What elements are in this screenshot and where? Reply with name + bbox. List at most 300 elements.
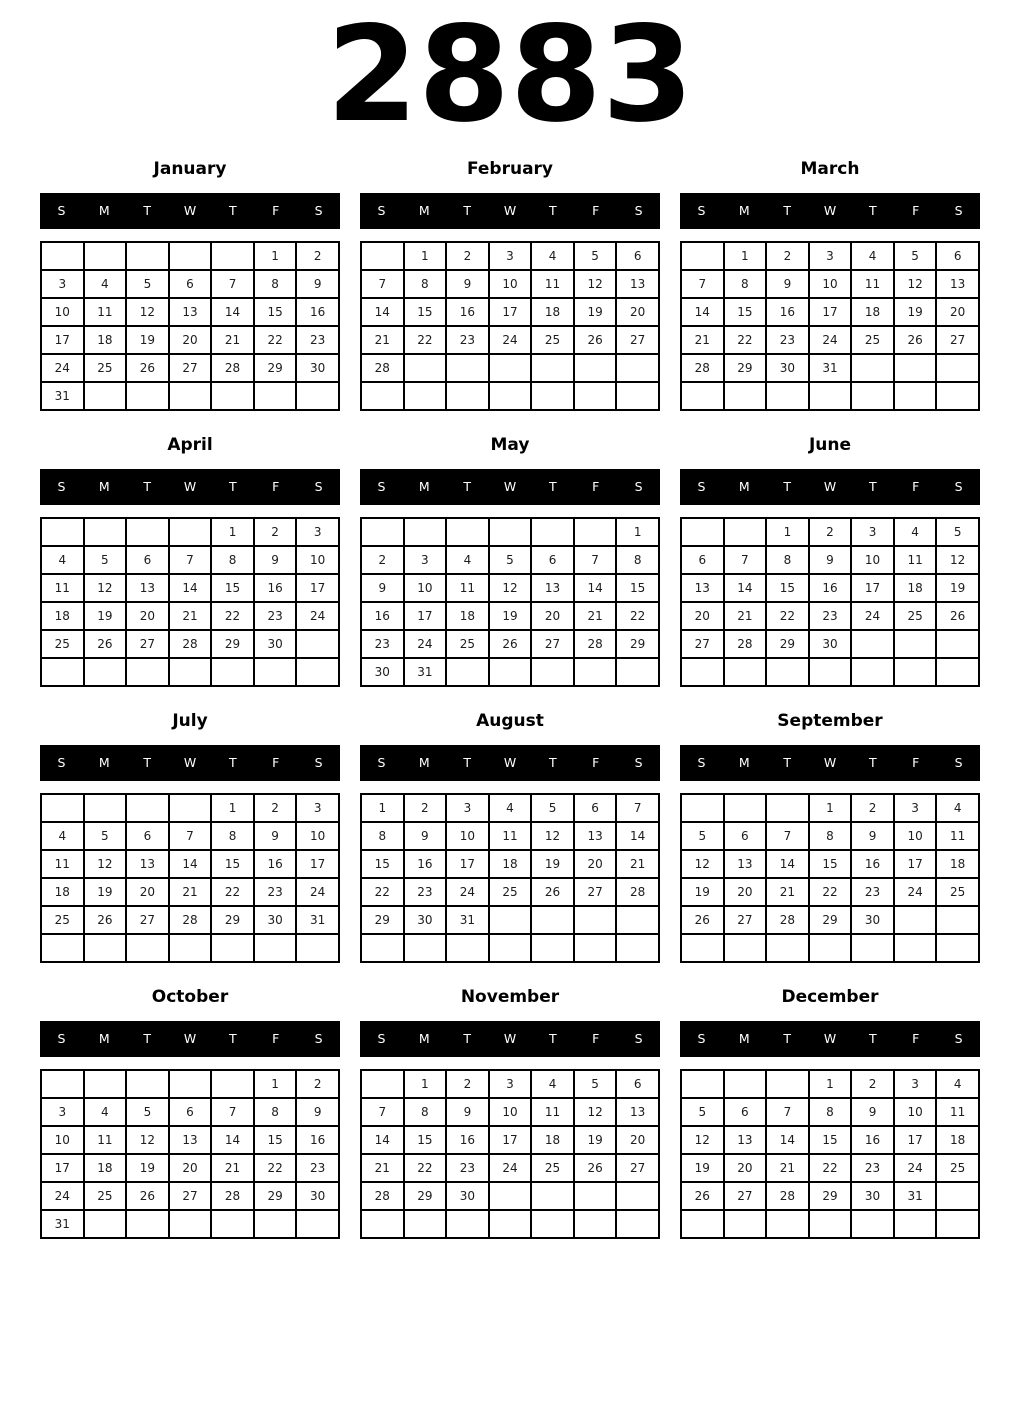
weekday-label: M bbox=[418, 203, 430, 219]
empty-day-cell bbox=[254, 382, 297, 410]
day-cell: 25 bbox=[936, 878, 979, 906]
day-cell: 21 bbox=[211, 326, 254, 354]
day-cell: 31 bbox=[296, 906, 339, 934]
empty-day-cell bbox=[574, 906, 617, 934]
weekday-label: M bbox=[738, 755, 750, 771]
empty-day-cell bbox=[361, 934, 404, 962]
weekday-label: W bbox=[503, 203, 517, 219]
week-row bbox=[361, 242, 659, 270]
day-cell: 2 bbox=[296, 242, 339, 270]
month bbox=[680, 435, 980, 687]
day-cell: 15 bbox=[809, 1126, 852, 1154]
day-cell: 1 bbox=[766, 518, 809, 546]
weekday-label: T bbox=[463, 479, 471, 495]
empty-day-cell bbox=[126, 242, 169, 270]
day-cell: 29 bbox=[254, 354, 297, 382]
day-cell: 21 bbox=[616, 850, 659, 878]
day-cell: 19 bbox=[126, 1154, 169, 1182]
day-cell: 7 bbox=[681, 270, 724, 298]
day-cell: 26 bbox=[574, 1154, 617, 1182]
day-cell: 1 bbox=[211, 794, 254, 822]
day-cell: 4 bbox=[41, 822, 84, 850]
day-cell: 28 bbox=[766, 1182, 809, 1210]
day-cell: 15 bbox=[361, 850, 404, 878]
week-row bbox=[361, 270, 659, 298]
year-title: 2883 bbox=[326, 0, 694, 152]
day-cell: 12 bbox=[574, 1098, 617, 1126]
day-cell: 2 bbox=[766, 242, 809, 270]
day-cell: 29 bbox=[211, 630, 254, 658]
day-cell: 2 bbox=[254, 794, 297, 822]
weekday-label: S bbox=[697, 755, 706, 771]
weekday-label: F bbox=[272, 755, 280, 771]
day-cell: 1 bbox=[404, 1070, 447, 1098]
day-cell: 23 bbox=[361, 630, 404, 658]
weekday-label: F bbox=[592, 1031, 600, 1047]
day-cell: 23 bbox=[254, 602, 297, 630]
weekday-label: F bbox=[912, 755, 920, 771]
day-cell: 14 bbox=[724, 574, 767, 602]
empty-day-cell bbox=[296, 382, 339, 410]
day-cell: 6 bbox=[126, 822, 169, 850]
week-row bbox=[41, 1098, 339, 1126]
day-cell: 16 bbox=[446, 298, 489, 326]
weekday-label: F bbox=[272, 479, 280, 495]
week-row bbox=[41, 658, 339, 686]
day-cell: 9 bbox=[296, 1098, 339, 1126]
day-cell: 27 bbox=[616, 1154, 659, 1182]
week-row bbox=[681, 630, 979, 658]
weekday-header bbox=[680, 745, 980, 781]
day-cell: 28 bbox=[211, 354, 254, 382]
day-cell: 4 bbox=[446, 546, 489, 574]
week-row bbox=[41, 574, 339, 602]
empty-day-cell bbox=[766, 794, 809, 822]
week-row bbox=[361, 1182, 659, 1210]
day-cell: 4 bbox=[531, 242, 574, 270]
empty-day-cell bbox=[809, 1210, 852, 1238]
empty-day-cell bbox=[489, 1182, 532, 1210]
day-cell: 3 bbox=[296, 518, 339, 546]
day-cell: 11 bbox=[489, 822, 532, 850]
day-cell: 2 bbox=[254, 518, 297, 546]
day-cell: 7 bbox=[169, 822, 212, 850]
day-cell: 8 bbox=[724, 270, 767, 298]
empty-day-cell bbox=[361, 242, 404, 270]
month-title: February bbox=[466, 158, 554, 179]
empty-day-cell bbox=[531, 1182, 574, 1210]
day-cell: 17 bbox=[296, 574, 339, 602]
day-cell: 27 bbox=[936, 326, 979, 354]
empty-day-cell bbox=[531, 906, 574, 934]
day-cell: 7 bbox=[361, 270, 404, 298]
empty-day-cell bbox=[851, 382, 894, 410]
day-cell: 5 bbox=[489, 546, 532, 574]
day-cell: 22 bbox=[254, 326, 297, 354]
empty-day-cell bbox=[724, 518, 767, 546]
day-cell: 3 bbox=[809, 242, 852, 270]
day-cell: 16 bbox=[404, 850, 447, 878]
weekday-label: S bbox=[314, 1031, 323, 1047]
empty-day-cell bbox=[296, 1210, 339, 1238]
day-cell: 17 bbox=[41, 326, 84, 354]
day-cell: 27 bbox=[616, 326, 659, 354]
month-days-table bbox=[40, 1069, 340, 1239]
day-cell: 9 bbox=[766, 270, 809, 298]
empty-day-cell bbox=[404, 934, 447, 962]
weekday-label: S bbox=[634, 1031, 643, 1047]
day-cell: 20 bbox=[169, 1154, 212, 1182]
day-cell: 20 bbox=[616, 1126, 659, 1154]
day-cell: 28 bbox=[169, 630, 212, 658]
month bbox=[40, 711, 340, 963]
day-cell: 24 bbox=[489, 326, 532, 354]
day-cell: 2 bbox=[446, 242, 489, 270]
weekday-label: S bbox=[954, 755, 963, 771]
empty-day-cell bbox=[936, 630, 979, 658]
weekday-label: M bbox=[98, 203, 110, 219]
day-cell: 11 bbox=[41, 850, 84, 878]
day-cell: 3 bbox=[296, 794, 339, 822]
day-cell: 26 bbox=[126, 1182, 169, 1210]
day-cell: 4 bbox=[936, 794, 979, 822]
empty-day-cell bbox=[211, 242, 254, 270]
weekday-label: S bbox=[954, 203, 963, 219]
empty-day-cell bbox=[894, 658, 937, 686]
week-row bbox=[681, 1154, 979, 1182]
empty-day-cell bbox=[724, 934, 767, 962]
empty-day-cell bbox=[681, 1210, 724, 1238]
day-cell: 6 bbox=[531, 546, 574, 574]
day-cell: 18 bbox=[894, 574, 937, 602]
day-cell: 2 bbox=[446, 1070, 489, 1098]
day-cell: 24 bbox=[489, 1154, 532, 1182]
week-row bbox=[681, 546, 979, 574]
day-cell: 6 bbox=[681, 546, 724, 574]
week-row bbox=[41, 1070, 339, 1098]
week-row bbox=[41, 794, 339, 822]
day-cell: 18 bbox=[936, 850, 979, 878]
empty-day-cell bbox=[211, 1210, 254, 1238]
empty-day-cell bbox=[574, 1182, 617, 1210]
day-cell: 3 bbox=[489, 242, 532, 270]
day-cell: 27 bbox=[681, 630, 724, 658]
month-title: June bbox=[808, 434, 852, 455]
weekday-label: W bbox=[503, 755, 517, 771]
weekday-label: W bbox=[823, 1031, 837, 1047]
day-cell: 21 bbox=[681, 326, 724, 354]
empty-day-cell bbox=[126, 658, 169, 686]
empty-day-cell bbox=[894, 382, 937, 410]
empty-day-cell bbox=[41, 242, 84, 270]
month bbox=[40, 159, 340, 411]
week-row bbox=[361, 906, 659, 934]
day-cell: 14 bbox=[681, 298, 724, 326]
empty-day-cell bbox=[169, 382, 212, 410]
weekday-label: W bbox=[503, 479, 517, 495]
day-cell: 20 bbox=[681, 602, 724, 630]
day-cell: 10 bbox=[296, 546, 339, 574]
day-cell: 31 bbox=[41, 382, 84, 410]
weekday-label: T bbox=[463, 755, 471, 771]
day-cell: 2 bbox=[404, 794, 447, 822]
day-cell: 1 bbox=[616, 518, 659, 546]
day-cell: 18 bbox=[41, 878, 84, 906]
empty-day-cell bbox=[169, 1070, 212, 1098]
day-cell: 19 bbox=[574, 1126, 617, 1154]
weekday-label: S bbox=[314, 755, 323, 771]
week-row bbox=[361, 1070, 659, 1098]
day-cell: 19 bbox=[894, 298, 937, 326]
weekday-label: T bbox=[229, 479, 237, 495]
day-cell: 10 bbox=[894, 822, 937, 850]
day-cell: 25 bbox=[894, 602, 937, 630]
day-cell: 4 bbox=[489, 794, 532, 822]
day-cell: 30 bbox=[361, 658, 404, 686]
weekday-label: T bbox=[549, 755, 557, 771]
day-cell: 29 bbox=[616, 630, 659, 658]
empty-day-cell bbox=[616, 906, 659, 934]
day-cell: 30 bbox=[254, 630, 297, 658]
day-cell: 5 bbox=[681, 822, 724, 850]
weekday-header bbox=[680, 1021, 980, 1057]
empty-day-cell bbox=[126, 1070, 169, 1098]
day-cell: 10 bbox=[446, 822, 489, 850]
empty-day-cell bbox=[574, 1210, 617, 1238]
day-cell: 13 bbox=[724, 1126, 767, 1154]
empty-day-cell bbox=[254, 1210, 297, 1238]
empty-day-cell bbox=[489, 1210, 532, 1238]
empty-day-cell bbox=[404, 354, 447, 382]
week-row bbox=[41, 1126, 339, 1154]
day-cell: 3 bbox=[894, 1070, 937, 1098]
day-cell: 23 bbox=[851, 1154, 894, 1182]
weekday-label: M bbox=[98, 1031, 110, 1047]
day-cell: 15 bbox=[616, 574, 659, 602]
weekday-label: S bbox=[57, 755, 66, 771]
week-row bbox=[41, 354, 339, 382]
month-title: October bbox=[151, 986, 229, 1007]
day-cell: 18 bbox=[84, 1154, 127, 1182]
day-cell: 5 bbox=[574, 242, 617, 270]
day-cell: 24 bbox=[404, 630, 447, 658]
day-cell: 10 bbox=[489, 270, 532, 298]
day-cell: 29 bbox=[809, 906, 852, 934]
empty-day-cell bbox=[126, 934, 169, 962]
empty-day-cell bbox=[84, 518, 127, 546]
day-cell: 8 bbox=[254, 270, 297, 298]
empty-day-cell bbox=[616, 1210, 659, 1238]
weekday-label: T bbox=[783, 1031, 791, 1047]
day-cell: 27 bbox=[574, 878, 617, 906]
day-cell: 13 bbox=[169, 298, 212, 326]
day-cell: 17 bbox=[894, 1126, 937, 1154]
day-cell: 31 bbox=[446, 906, 489, 934]
day-cell: 7 bbox=[211, 270, 254, 298]
day-cell: 29 bbox=[724, 354, 767, 382]
empty-day-cell bbox=[681, 1070, 724, 1098]
day-cell: 18 bbox=[84, 326, 127, 354]
day-cell: 28 bbox=[724, 630, 767, 658]
day-cell: 13 bbox=[616, 1098, 659, 1126]
day-cell: 18 bbox=[851, 298, 894, 326]
day-cell: 16 bbox=[851, 1126, 894, 1154]
weekday-label: T bbox=[869, 203, 877, 219]
day-cell: 24 bbox=[41, 1182, 84, 1210]
empty-day-cell bbox=[681, 794, 724, 822]
weekday-label: F bbox=[592, 203, 600, 219]
day-cell: 25 bbox=[446, 630, 489, 658]
empty-day-cell bbox=[851, 658, 894, 686]
day-cell: 29 bbox=[809, 1182, 852, 1210]
empty-day-cell bbox=[254, 658, 297, 686]
week-row bbox=[41, 1154, 339, 1182]
day-cell: 1 bbox=[211, 518, 254, 546]
weekday-header bbox=[360, 193, 660, 229]
day-cell: 11 bbox=[41, 574, 84, 602]
weekday-label: S bbox=[634, 755, 643, 771]
weekday-label: W bbox=[183, 203, 197, 219]
month-days-table bbox=[680, 517, 980, 687]
day-cell: 3 bbox=[446, 794, 489, 822]
day-cell: 8 bbox=[809, 822, 852, 850]
month-days-table bbox=[40, 241, 340, 411]
day-cell: 22 bbox=[211, 602, 254, 630]
day-cell: 24 bbox=[809, 326, 852, 354]
weekday-label: S bbox=[57, 479, 66, 495]
empty-day-cell bbox=[681, 382, 724, 410]
empty-day-cell bbox=[489, 518, 532, 546]
empty-day-cell bbox=[446, 1210, 489, 1238]
weekday-label: S bbox=[697, 203, 706, 219]
empty-day-cell bbox=[169, 518, 212, 546]
day-cell: 8 bbox=[616, 546, 659, 574]
weekday-header bbox=[360, 745, 660, 781]
day-cell: 28 bbox=[574, 630, 617, 658]
day-cell: 13 bbox=[531, 574, 574, 602]
week-row bbox=[681, 822, 979, 850]
day-cell: 5 bbox=[894, 242, 937, 270]
day-cell: 6 bbox=[616, 242, 659, 270]
month-days-table bbox=[40, 793, 340, 963]
day-cell: 7 bbox=[361, 1098, 404, 1126]
week-row bbox=[681, 382, 979, 410]
empty-day-cell bbox=[681, 658, 724, 686]
weekday-label: T bbox=[869, 1031, 877, 1047]
day-cell: 11 bbox=[936, 1098, 979, 1126]
day-cell: 6 bbox=[574, 794, 617, 822]
empty-day-cell bbox=[169, 658, 212, 686]
day-cell: 11 bbox=[446, 574, 489, 602]
weekday-label: M bbox=[738, 1031, 750, 1047]
day-cell: 3 bbox=[41, 270, 84, 298]
week-row bbox=[361, 298, 659, 326]
weekday-header bbox=[680, 193, 980, 229]
day-cell: 15 bbox=[254, 1126, 297, 1154]
empty-day-cell bbox=[169, 934, 212, 962]
week-row bbox=[681, 658, 979, 686]
day-cell: 12 bbox=[681, 1126, 724, 1154]
day-cell: 23 bbox=[809, 602, 852, 630]
empty-day-cell bbox=[84, 658, 127, 686]
weekday-label: W bbox=[183, 1031, 197, 1047]
day-cell: 1 bbox=[254, 242, 297, 270]
day-cell: 23 bbox=[766, 326, 809, 354]
day-cell: 21 bbox=[211, 1154, 254, 1182]
day-cell: 26 bbox=[936, 602, 979, 630]
empty-day-cell bbox=[84, 242, 127, 270]
day-cell: 17 bbox=[489, 298, 532, 326]
empty-day-cell bbox=[404, 382, 447, 410]
day-cell: 27 bbox=[169, 354, 212, 382]
day-cell: 2 bbox=[851, 794, 894, 822]
day-cell: 20 bbox=[574, 850, 617, 878]
day-cell: 24 bbox=[894, 1154, 937, 1182]
weekday-label: M bbox=[738, 479, 750, 495]
weekday-label: S bbox=[697, 1031, 706, 1047]
weekday-label: S bbox=[954, 1031, 963, 1047]
day-cell: 13 bbox=[126, 574, 169, 602]
empty-day-cell bbox=[681, 242, 724, 270]
empty-day-cell bbox=[936, 354, 979, 382]
empty-day-cell bbox=[211, 658, 254, 686]
empty-day-cell bbox=[894, 934, 937, 962]
day-cell: 12 bbox=[84, 574, 127, 602]
day-cell: 11 bbox=[84, 298, 127, 326]
weekday-header bbox=[360, 1021, 660, 1057]
empty-day-cell bbox=[894, 1210, 937, 1238]
empty-day-cell bbox=[894, 354, 937, 382]
day-cell: 21 bbox=[361, 1154, 404, 1182]
day-cell: 16 bbox=[766, 298, 809, 326]
day-cell: 1 bbox=[724, 242, 767, 270]
weekday-label: W bbox=[183, 755, 197, 771]
empty-day-cell bbox=[724, 794, 767, 822]
weekday-label: T bbox=[869, 755, 877, 771]
day-cell: 4 bbox=[41, 546, 84, 574]
empty-day-cell bbox=[574, 518, 617, 546]
empty-day-cell bbox=[84, 934, 127, 962]
month-title: August bbox=[476, 710, 544, 731]
day-cell: 10 bbox=[296, 822, 339, 850]
weekday-label: F bbox=[912, 1031, 920, 1047]
week-row bbox=[681, 574, 979, 602]
day-cell: 14 bbox=[361, 298, 404, 326]
day-cell: 29 bbox=[404, 1182, 447, 1210]
day-cell: 10 bbox=[894, 1098, 937, 1126]
day-cell: 11 bbox=[851, 270, 894, 298]
empty-day-cell bbox=[361, 1210, 404, 1238]
empty-day-cell bbox=[489, 382, 532, 410]
week-row bbox=[361, 1126, 659, 1154]
day-cell: 14 bbox=[169, 850, 212, 878]
week-row bbox=[361, 1154, 659, 1182]
week-row bbox=[361, 1098, 659, 1126]
week-row bbox=[41, 270, 339, 298]
weekday-label: S bbox=[377, 755, 386, 771]
day-cell: 23 bbox=[851, 878, 894, 906]
day-cell: 13 bbox=[616, 270, 659, 298]
day-cell: 16 bbox=[809, 574, 852, 602]
week-row bbox=[41, 242, 339, 270]
empty-day-cell bbox=[531, 518, 574, 546]
day-cell: 17 bbox=[296, 850, 339, 878]
day-cell: 25 bbox=[41, 906, 84, 934]
empty-day-cell bbox=[41, 934, 84, 962]
weekday-label: T bbox=[549, 203, 557, 219]
day-cell: 17 bbox=[404, 602, 447, 630]
day-cell: 19 bbox=[84, 878, 127, 906]
